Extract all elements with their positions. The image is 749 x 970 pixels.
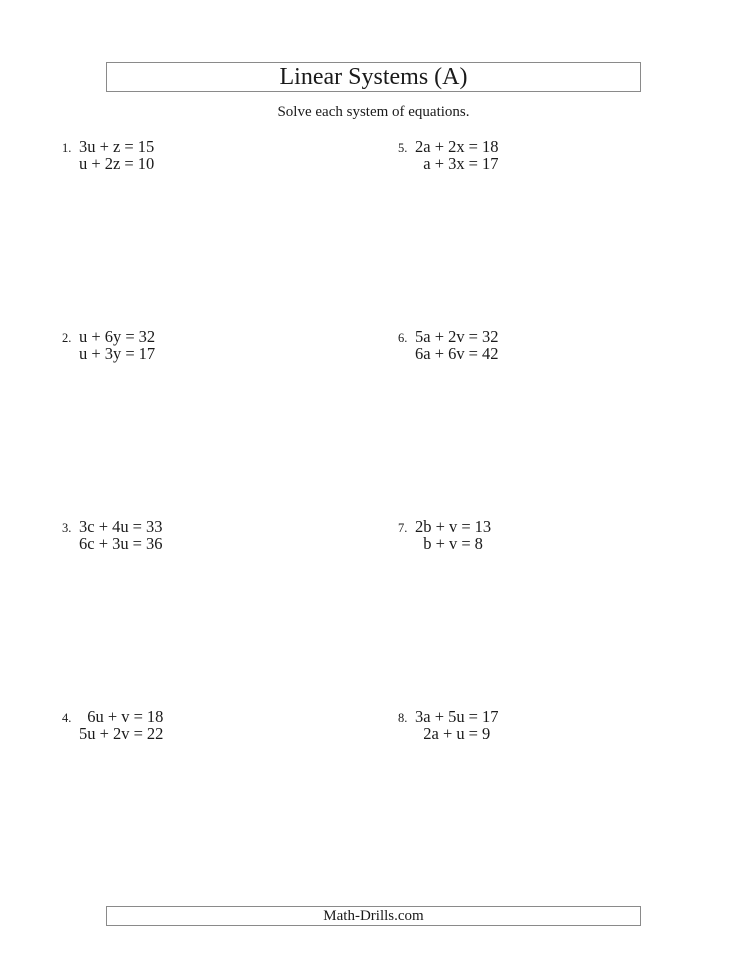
equation-lhs: 6c + 3u (79, 534, 129, 553)
equals-sign: = (468, 724, 478, 743)
problem-1 (62, 138, 154, 172)
problem-number: 4. (62, 711, 72, 725)
equation-lhs: 2a + u (423, 724, 465, 743)
equals-sign: = (468, 327, 478, 346)
equation-rhs: 17 (481, 154, 499, 173)
equation-rhs: 32 (481, 327, 499, 346)
equals-sign: = (468, 344, 478, 363)
equation-lhs: 6u + v (87, 707, 130, 726)
equation-rhs: 17 (481, 707, 499, 726)
equation-rhs: 18 (146, 707, 164, 726)
equals-sign: = (133, 724, 143, 743)
problem-number: 7. (398, 521, 408, 535)
equation-system (79, 328, 155, 362)
equation-system (79, 708, 163, 742)
problem-number: 6. (398, 331, 408, 345)
equals-sign: = (132, 517, 142, 536)
worksheet-title-box (106, 62, 641, 92)
footer-box (106, 906, 641, 926)
equals-sign: = (132, 534, 142, 553)
equals-sign: = (133, 707, 143, 726)
equation-lhs: 3a + 5u (415, 707, 465, 726)
equation-rhs: 36 (145, 534, 163, 553)
problem-3 (62, 518, 162, 552)
equals-sign: = (125, 327, 135, 346)
equals-sign: = (468, 707, 478, 726)
footer-site-name: Math-Drills.com (323, 908, 424, 924)
instructions: Solve each system of equations. (277, 104, 470, 120)
equation-lhs: 2b + v (415, 517, 458, 536)
equation-lhs: u + 2z (79, 154, 121, 173)
problem-7 (398, 518, 491, 552)
equation-rhs: 8 (474, 534, 483, 553)
equation-lhs: b + v (423, 534, 458, 553)
equation-rhs: 13 (474, 517, 492, 536)
equation-rhs: 9 (481, 724, 491, 743)
equation-lhs: a + 3x (423, 154, 465, 173)
equation-lhs: 6a + 6v (415, 344, 465, 363)
problem-6 (398, 328, 498, 362)
problem-number: 5. (398, 141, 408, 155)
equation-lhs: 2a + 2x (415, 137, 465, 156)
equation-system (415, 518, 491, 552)
equals-sign: = (124, 137, 134, 156)
equation-lhs: u + 6y (79, 327, 122, 346)
equals-sign: = (125, 344, 135, 363)
equation-system (79, 518, 162, 552)
equation-rhs: 42 (481, 344, 499, 363)
equals-sign: = (124, 154, 134, 173)
problem-number: 2. (62, 331, 72, 345)
equation-rhs: 33 (145, 517, 163, 536)
problem-number: 3. (62, 521, 72, 535)
equals-sign: = (468, 154, 478, 173)
equation-rhs: 10 (137, 154, 155, 173)
equation-rhs: 15 (137, 137, 155, 156)
equation-lhs: 5a + 2v (415, 327, 465, 346)
worksheet-title: Linear Systems (A) (279, 64, 468, 90)
equation-system (415, 708, 498, 742)
problem-2 (62, 328, 155, 362)
equation-rhs: 17 (138, 344, 156, 363)
equals-sign: = (468, 137, 478, 156)
equation-rhs: 18 (481, 137, 499, 156)
equation-lhs: 3u + z (79, 137, 121, 156)
problem-number: 1. (62, 141, 72, 155)
equation-lhs: 5u + 2v (79, 724, 130, 743)
equation-lhs: u + 3y (79, 344, 122, 363)
equation-rhs: 22 (146, 724, 164, 743)
equation-rhs: 32 (138, 327, 156, 346)
equals-sign: = (461, 517, 471, 536)
problem-number: 8. (398, 711, 408, 725)
equation-system (79, 138, 154, 172)
problem-8 (398, 708, 498, 742)
equation-lhs: 3c + 4u (79, 517, 129, 536)
equation-system (415, 328, 498, 362)
equals-sign: = (461, 534, 471, 553)
problem-4 (62, 708, 163, 742)
equation-system (415, 138, 498, 172)
problem-5 (398, 138, 498, 172)
